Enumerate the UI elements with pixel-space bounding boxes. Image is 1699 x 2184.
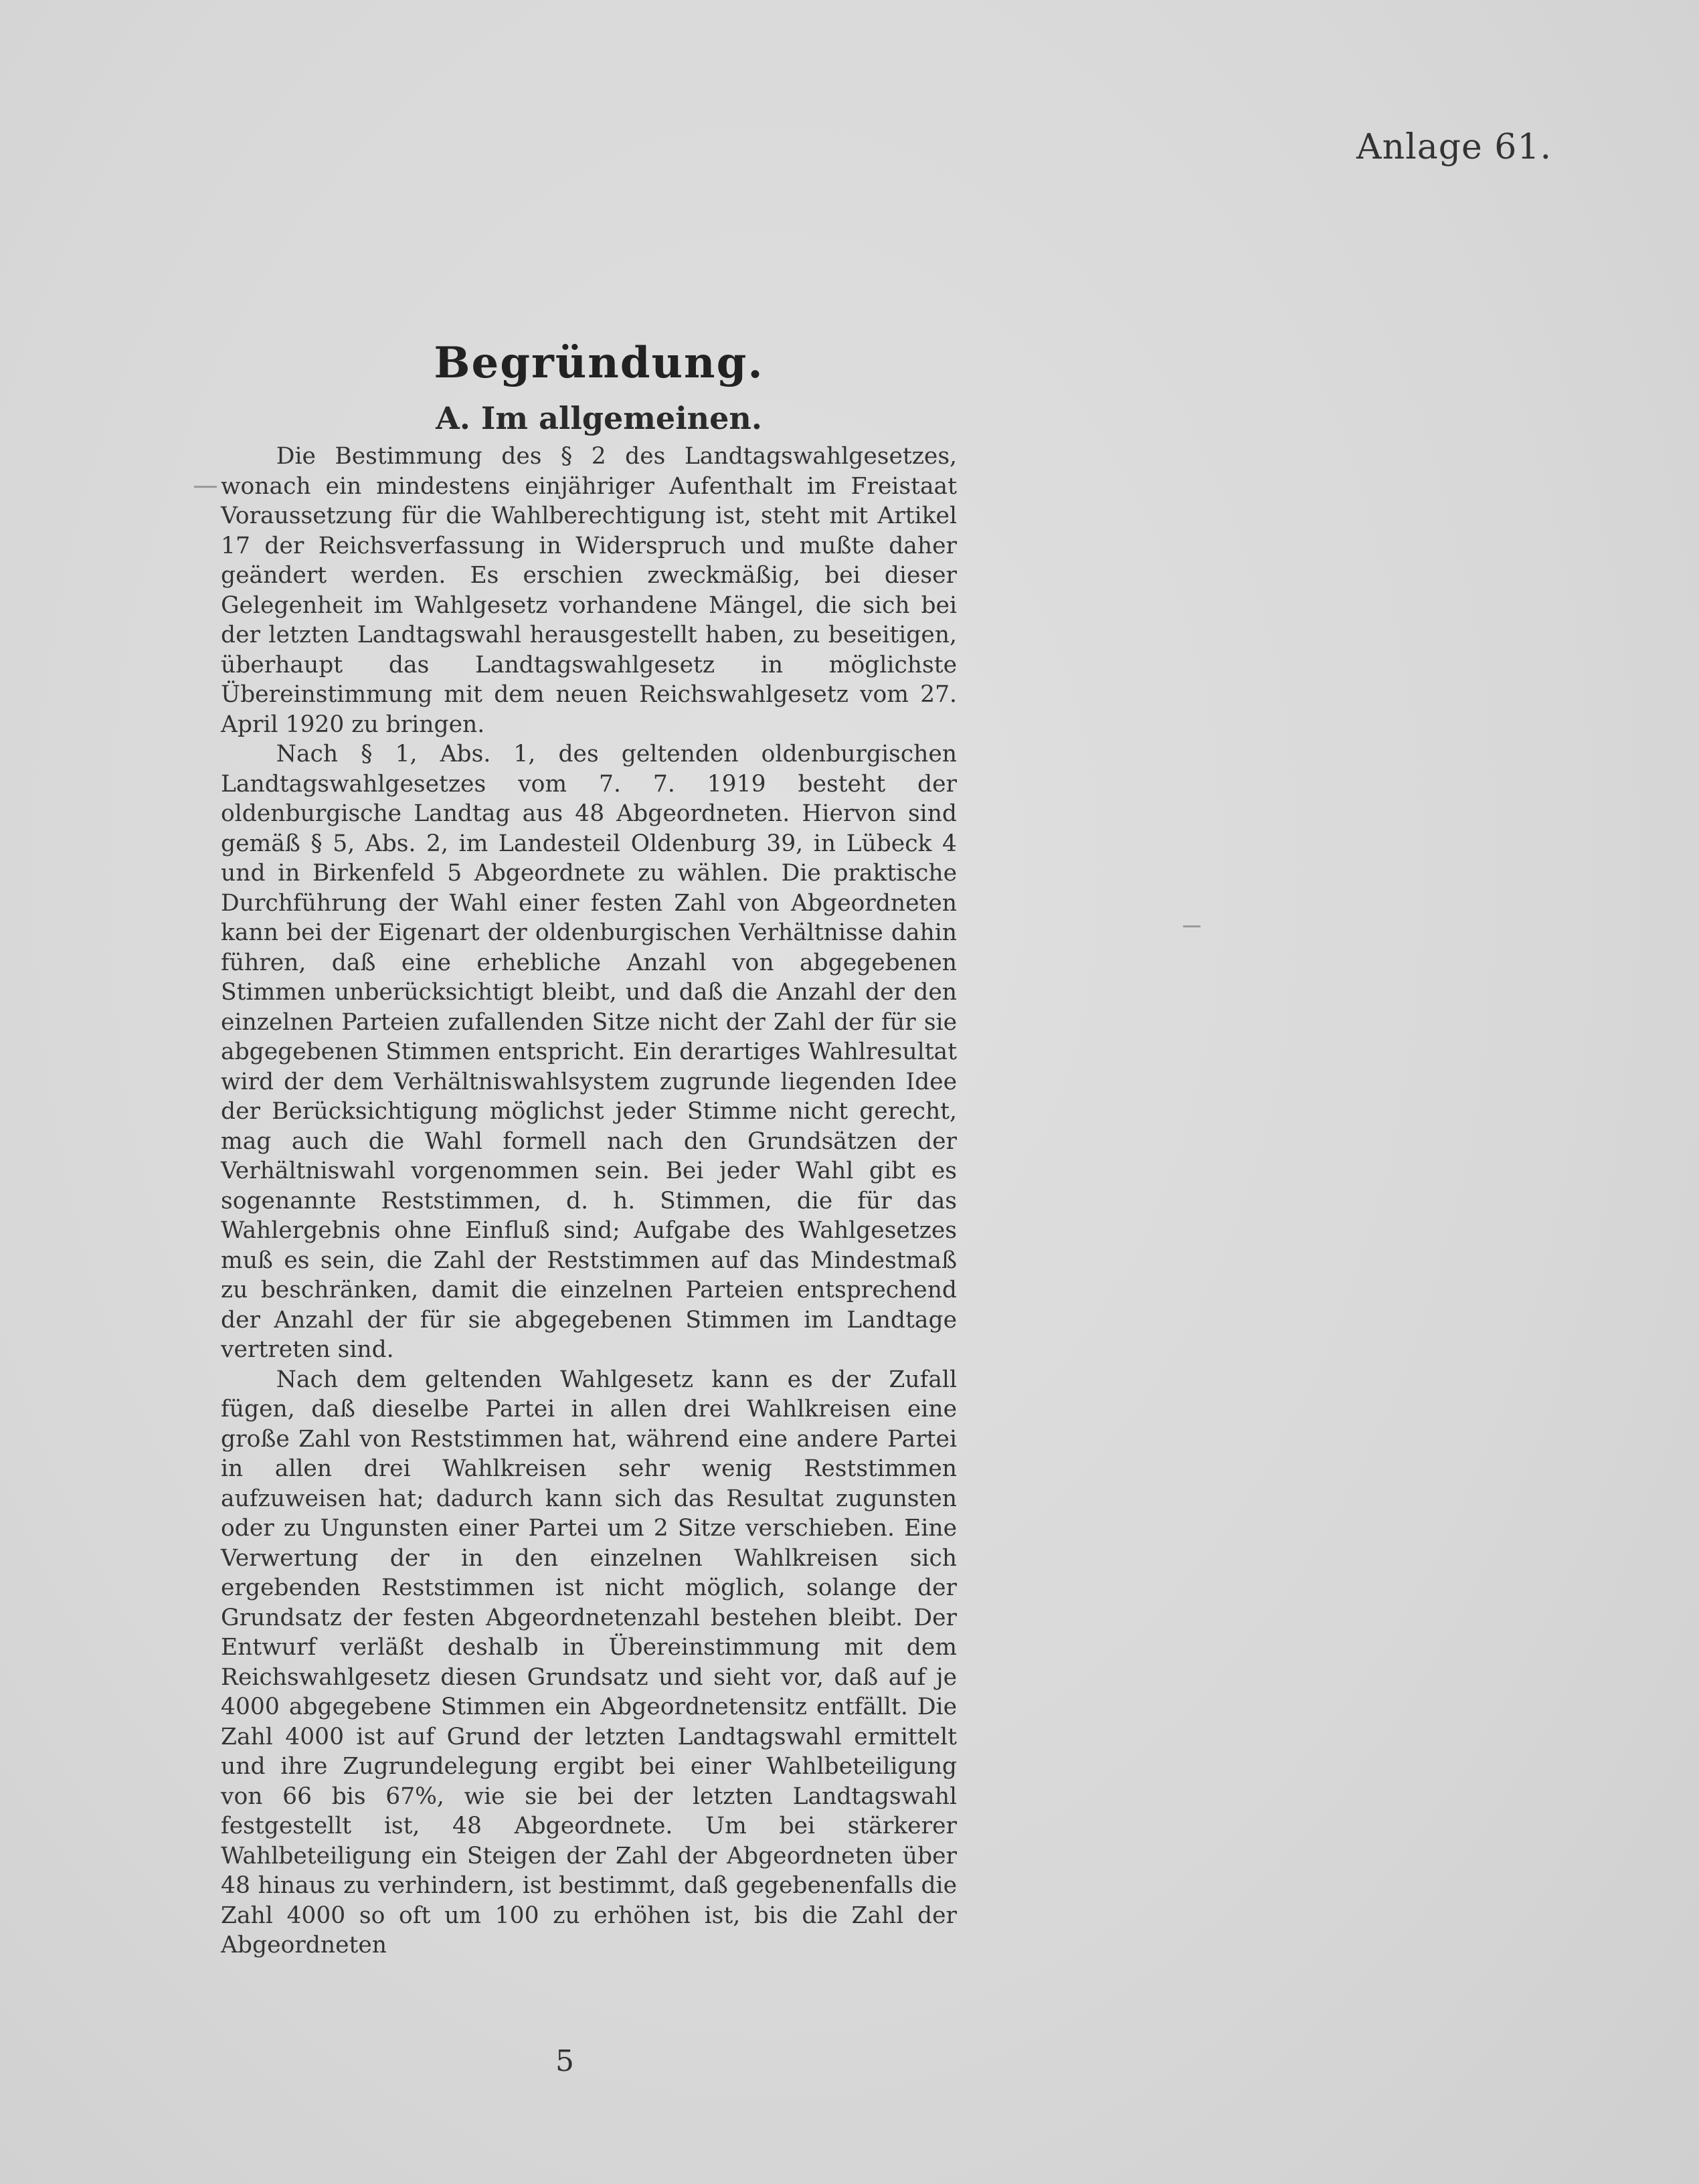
paragraph: Nach dem geltenden Wahlgesetz kann es der Zufall fügen, daß dieselbe Partei in allen drei Wahlkreisen eine große Zahl von Reststimmen hat, während eine andere Partei in allen drei Wahlkreisen sehr wenig Reststimmen aufzuweisen hat; dadurch kann sich das Resultat zugunsten oder zu Ungunsten einer Partei um 2 Sitze verschieben. Eine Verwertung der in den einzelnen Wahlkreisen sich ergebenden Reststimmen ist nicht möglich, solange der Grundsatz der festen Abgeordnetenzahl bestehen bleibt. Der Entwurf verläßt deshalb in Übereinstimmung mit dem Reichswahlgesetz diesen Grundsatz und sieht vor, daß auf je 4000 abgegebene Stimmen ein Abgeordnetensitz entfällt. Die Zahl 4000 ist auf Grund der letzten Landtagswahl ermittelt und ihre Zugrundelegung ergibt bei einer Wahlbeteiligung von 66 bis 67%, wie sie bei der letzten Landtagswahl festgestellt ist, 48 Abgeordnete. Um bei stärkerer Wahlbeteiligung ein Steigen der Zahl der Abgeordneten über 48 hinaus zu verhindern, ist bestimmt, daß gegebenenfalls die Zahl 4000 so oft um 100 zu erhöhen ist, bis die Zahl der Abgeordneten bbox=[221, 1366, 957, 1959]
margin-mark bbox=[194, 486, 217, 488]
annex-label: Anlage 61. bbox=[1356, 127, 1552, 167]
paragraph: Die Bestimmung des § 2 des Landtagswahlgesetzes, wonach ein mindestens einjähriger Aufenthalt im Freistaat Voraussetzung für die Wahlberechtigung ist, steht mit Artikel 17 der Reichsverfassung in Widerspruch und mußte daher geändert werden. Es erschien zweckmäßig, bei dieser Gelegenheit im Wahlgesetz vorhandene Mängel, die sich bei der letzten Landtagswahl herausgestellt haben, zu beseitigen, überhaupt das Landtagswahlgesetz in möglichste Übereinstimmung mit dem neuen Reichswahlgesetz vom 27. April 1920 zu bringen. bbox=[221, 443, 957, 738]
body-text bbox=[221, 442, 957, 1961]
document-title: Begründung. bbox=[434, 338, 764, 388]
section-heading: A. Im allgemeinen. bbox=[436, 400, 762, 436]
margin-mark bbox=[1183, 925, 1200, 927]
paragraph: Nach § 1, Abs. 1, des geltenden oldenburgischen Landtagswahlgesetzes vom 7. 7. 1919 besteht der oldenburgische Landtag aus 48 Abgeordneten. Hiervon sind gemäß § 5, Abs. 2, im Landesteil Oldenburg 39, in Lübeck 4 und in Birkenfeld 5 Abgeordnete zu wählen. Die praktische Durchführung der Wahl einer festen Zahl von Abgeordneten kann bei der Eigenart der oldenburgischen Verhältnisse dahin führen, daß eine erhebliche Anzahl von abgegebenen Stimmen unberücksichtigt bleibt, und daß die Anzahl der den einzelnen Parteien zufallenden Sitze nicht der Zahl der für sie abgegebenen Stimmen entspricht. Ein derartiges Wahlresultat wird der dem Verhältniswahlsystem zugrunde liegenden Idee der Berücksichtigung möglichst jeder Stimme nicht gerecht, mag auch die Wahl formell nach den Grundsätzen der Verhältniswahl vorgenommen sein. Bei jeder Wahl gibt es sogenannte Reststimmen, d. h. Stimmen, die für das Wahlergebnis ohne Einfluß sind; Aufgabe des Wahlgesetzes muß es sein, die Zahl der Reststimmen auf das Mindestmaß zu beschränken, damit die einzelnen Parteien entsprechend der Anzahl der für sie abgegebenen Stimmen im Landtage vertreten sind. bbox=[221, 741, 957, 1363]
page-number: 5 bbox=[555, 2044, 574, 2078]
